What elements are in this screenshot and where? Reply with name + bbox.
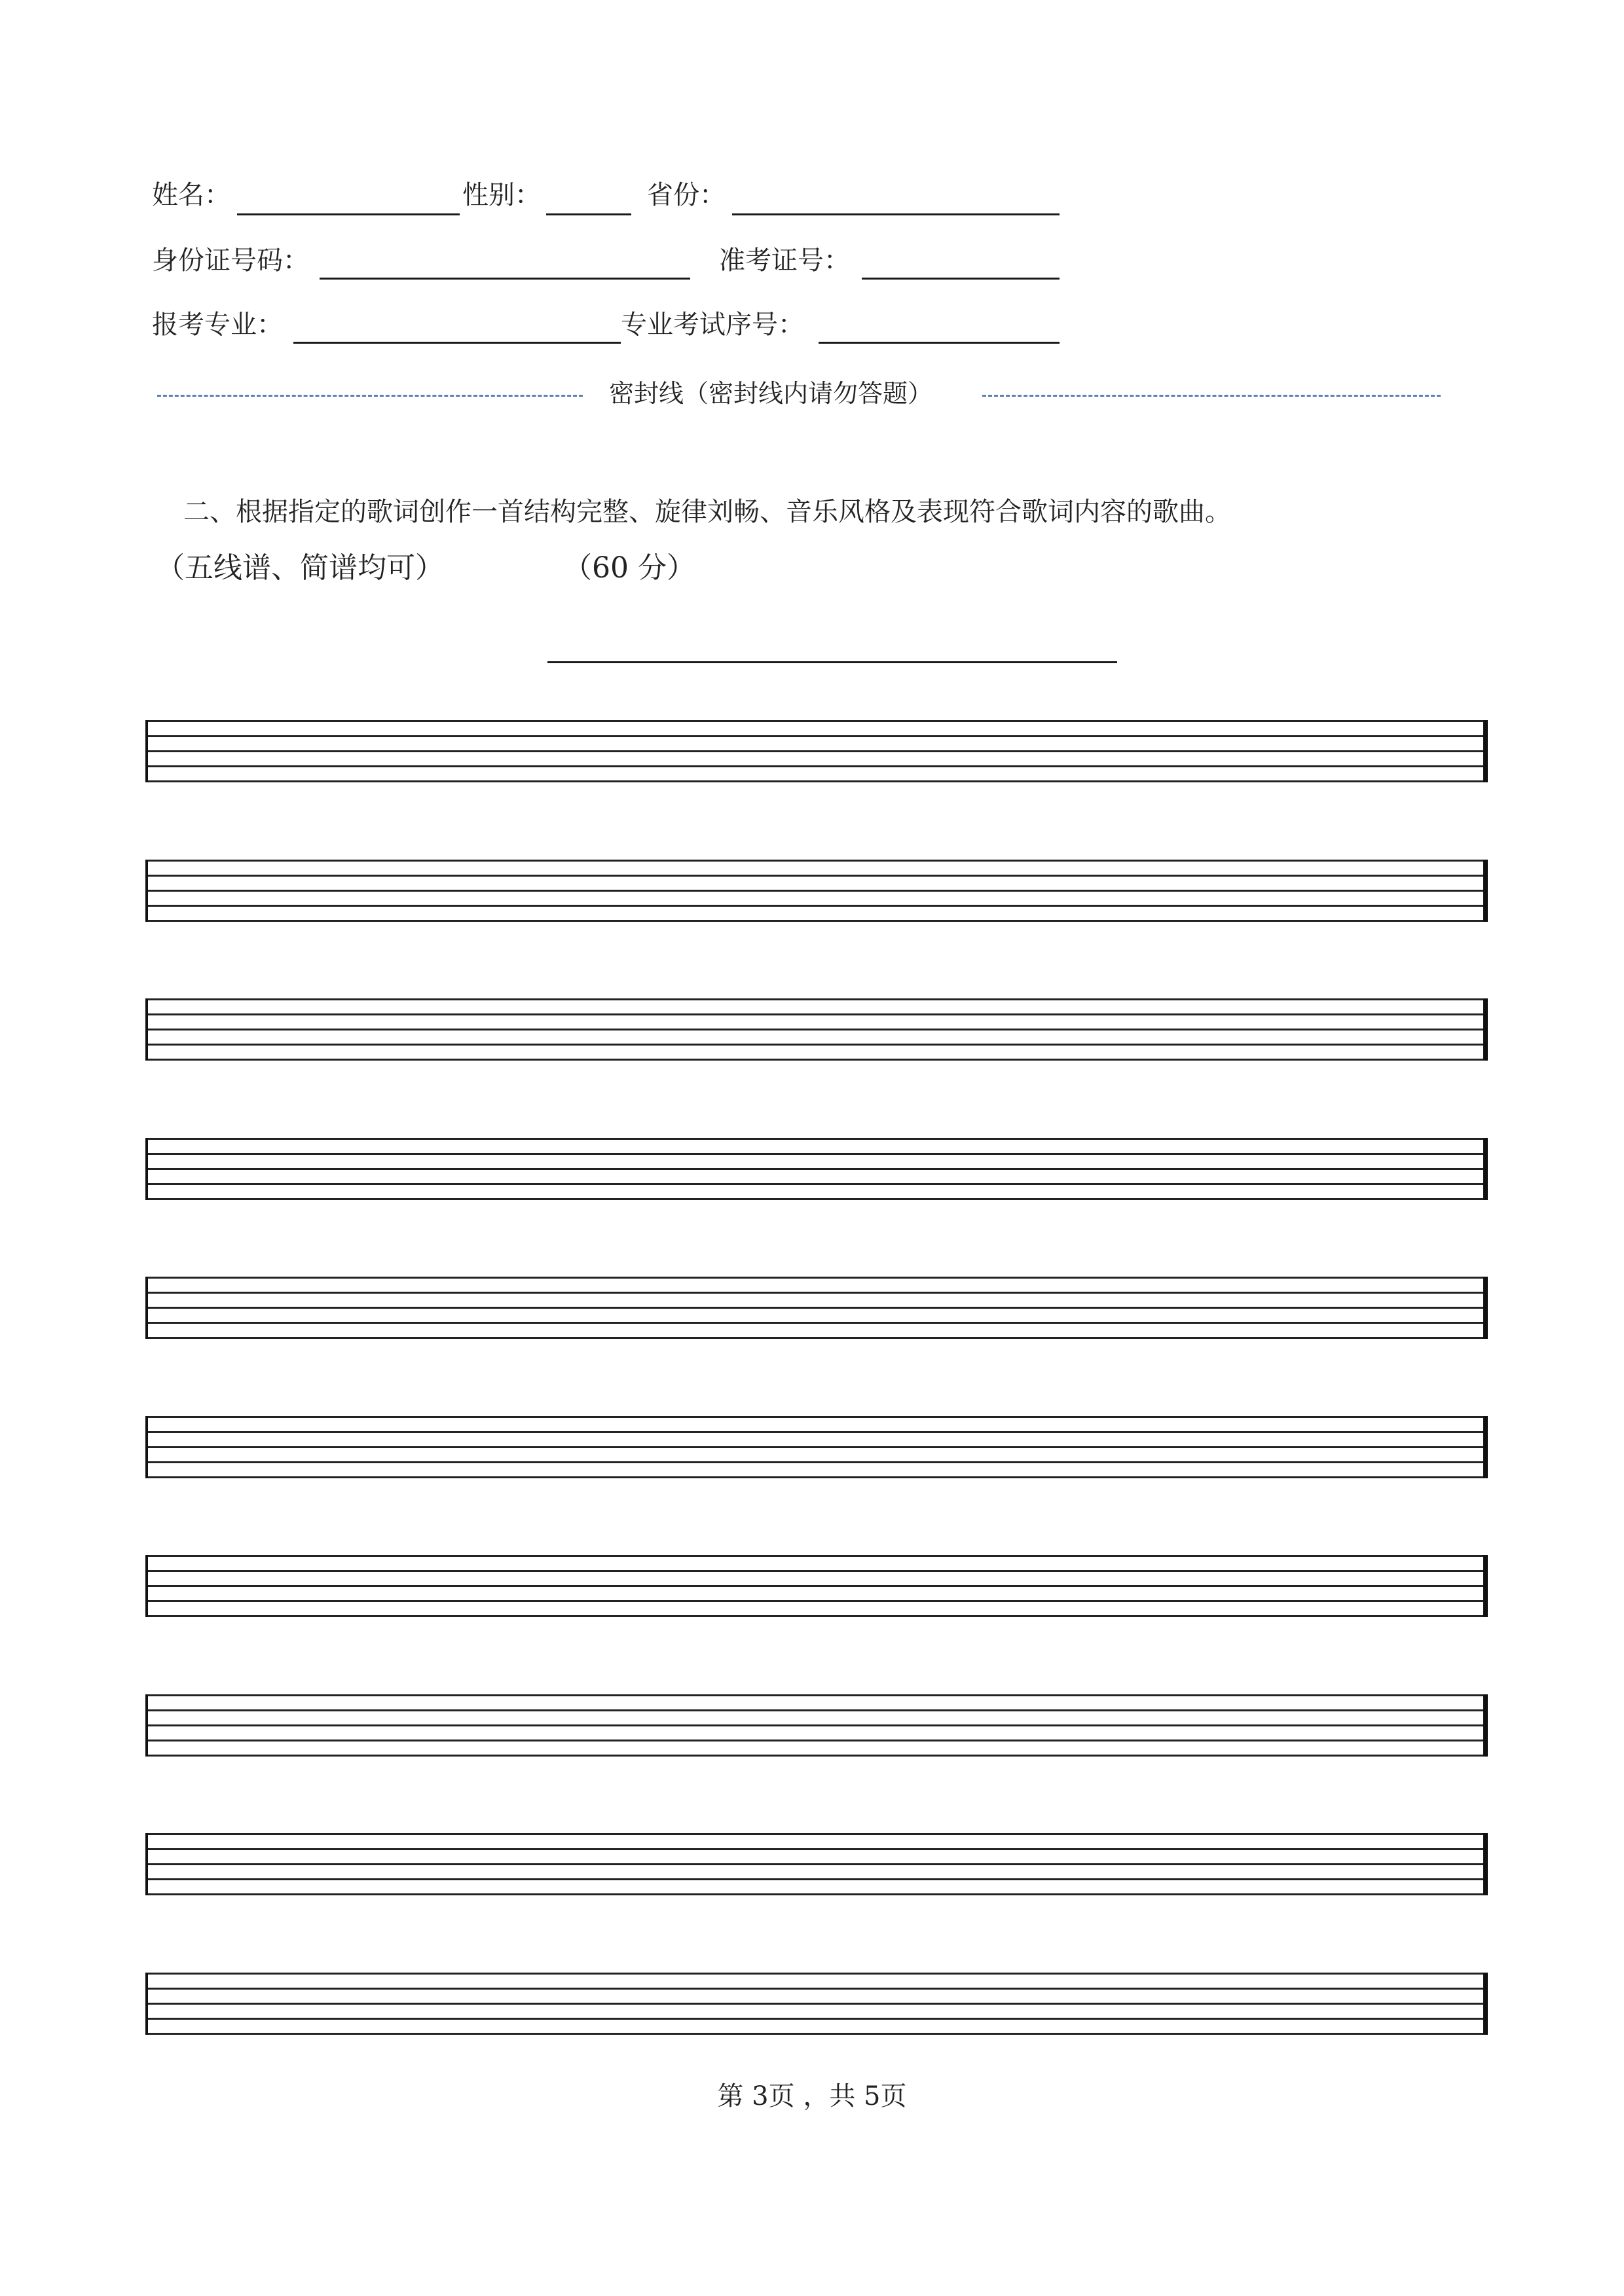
staff-start-barline	[145, 860, 148, 922]
staff-line	[145, 905, 1488, 907]
gender-field[interactable]	[546, 213, 631, 215]
staff-line	[145, 860, 1488, 862]
staff-line	[145, 875, 1488, 877]
staff-start-barline	[145, 1138, 148, 1200]
province-field[interactable]	[732, 213, 1060, 215]
question-text: 二、根据指定的歌词创作一首结构完整、旋律刘畅、音乐风格及表现符合歌词内容的歌曲。	[183, 497, 1231, 527]
staff-line	[145, 890, 1488, 892]
staff-line	[145, 750, 1488, 752]
song-title-field[interactable]	[547, 661, 1117, 663]
staff-line	[145, 1863, 1488, 1865]
staff-line	[145, 2033, 1488, 2035]
staff-line	[145, 2003, 1488, 2005]
staff-line	[145, 1570, 1488, 1572]
major-label: 报考专业：	[152, 310, 283, 340]
exam-number-field[interactable]	[862, 278, 1060, 280]
staff-start-barline	[145, 1555, 148, 1617]
staff-line	[145, 1168, 1488, 1170]
staff-end-barline	[1483, 1833, 1488, 1895]
staff-line	[145, 1878, 1488, 1880]
seal-line-text: 密封线（密封线内请勿答题）	[609, 379, 933, 408]
staff-line	[145, 920, 1488, 922]
staff-line	[145, 1029, 1488, 1030]
province-label: 省份：	[647, 180, 726, 210]
staff-line	[145, 1044, 1488, 1046]
gender-label: 性别：	[462, 180, 541, 210]
name-label: 姓名：	[152, 180, 231, 210]
staff-line	[145, 1322, 1488, 1324]
staff-start-barline	[145, 998, 148, 1061]
staff-line	[145, 1153, 1488, 1155]
staff-start-barline	[145, 1833, 148, 1895]
staff-line	[145, 1555, 1488, 1557]
staff-line	[145, 1585, 1488, 1587]
music-staff[interactable]	[145, 1973, 1488, 2033]
staff-line	[145, 1198, 1488, 1200]
staff-line	[145, 1059, 1488, 1061]
music-staff[interactable]	[145, 860, 1488, 920]
staff-end-barline	[1483, 720, 1488, 782]
staff-end-barline	[1483, 1416, 1488, 1478]
music-staff[interactable]	[145, 1416, 1488, 1476]
staff-line	[145, 1848, 1488, 1850]
staff-end-barline	[1483, 998, 1488, 1061]
music-staff[interactable]	[145, 1138, 1488, 1198]
format-note: （五线谱、简谱均可）	[156, 551, 444, 585]
music-staff[interactable]	[145, 1555, 1488, 1615]
music-staff[interactable]	[145, 998, 1488, 1059]
staff-line	[145, 1694, 1488, 1696]
music-staff[interactable]	[145, 1277, 1488, 1337]
staff-line	[145, 1307, 1488, 1309]
staff-line	[145, 2018, 1488, 2020]
staff-line	[145, 1988, 1488, 1990]
id-number-label: 身份证号码：	[152, 246, 309, 276]
music-staff[interactable]	[145, 1833, 1488, 1893]
staff-line	[145, 1138, 1488, 1140]
staff-line	[145, 1431, 1488, 1433]
staff-start-barline	[145, 720, 148, 782]
staff-line	[145, 1755, 1488, 1757]
staff-line	[145, 1724, 1488, 1726]
score-note: （60 分）	[563, 551, 695, 585]
staff-end-barline	[1483, 1555, 1488, 1617]
staff-end-barline	[1483, 860, 1488, 922]
staff-line	[145, 1600, 1488, 1602]
staff-start-barline	[145, 1694, 148, 1757]
staff-start-barline	[145, 1277, 148, 1339]
staff-line	[145, 1292, 1488, 1294]
staff-line	[145, 1740, 1488, 1741]
staff-line	[145, 1416, 1488, 1418]
staff-line	[145, 1013, 1488, 1015]
id-number-field[interactable]	[320, 278, 690, 280]
staff-line	[145, 720, 1488, 722]
staff-end-barline	[1483, 1277, 1488, 1339]
music-staff[interactable]	[145, 720, 1488, 780]
staff-end-barline	[1483, 1694, 1488, 1757]
staff-line	[145, 1461, 1488, 1463]
staff-line	[145, 780, 1488, 782]
staff-line	[145, 1615, 1488, 1617]
staff-line	[145, 735, 1488, 737]
seal-line-left	[157, 395, 583, 397]
staff-line	[145, 1337, 1488, 1339]
staff-start-barline	[145, 1416, 148, 1478]
staff-line	[145, 765, 1488, 767]
exam-number-label: 准考证号：	[719, 246, 850, 276]
seal-line-right	[982, 395, 1441, 397]
staff-line	[145, 1183, 1488, 1185]
exam-sequence-label: 专业考试序号：	[621, 310, 804, 340]
page-number: 第 3页 ，共 5页	[717, 2081, 907, 2111]
name-field[interactable]	[237, 213, 460, 215]
major-field[interactable]	[293, 342, 621, 344]
staff-end-barline	[1483, 1138, 1488, 1200]
staff-line	[145, 998, 1488, 1000]
staff-start-barline	[145, 1973, 148, 2035]
exam-sequence-field[interactable]	[819, 342, 1060, 344]
staff-line	[145, 1893, 1488, 1895]
staff-line	[145, 1277, 1488, 1279]
staff-line	[145, 1446, 1488, 1448]
staff-end-barline	[1483, 1973, 1488, 2035]
staff-line	[145, 1833, 1488, 1835]
music-staff[interactable]	[145, 1694, 1488, 1755]
staff-line	[145, 1709, 1488, 1711]
staff-line	[145, 1476, 1488, 1478]
staff-line	[145, 1973, 1488, 1975]
